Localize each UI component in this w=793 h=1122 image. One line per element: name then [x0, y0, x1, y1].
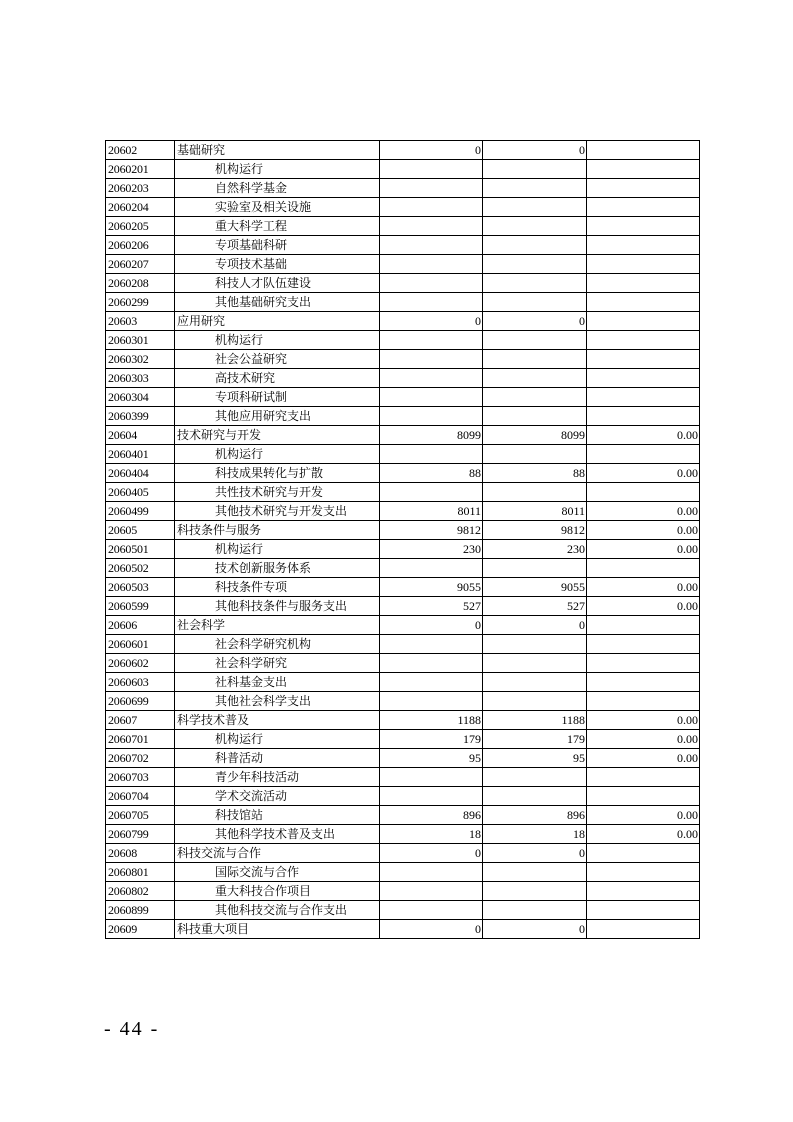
ratio-cell: [587, 920, 700, 939]
account-code-cell: 2060899: [106, 901, 175, 920]
amount-cell: 1188: [483, 711, 587, 730]
account-name-cell: 社会科学: [175, 616, 380, 635]
table-row-category: [106, 844, 700, 863]
amount-cell: [483, 407, 587, 426]
amount-cell: 0: [380, 616, 483, 635]
amount-cell: [380, 388, 483, 407]
table-row-category: [106, 616, 700, 635]
amount-cell: [380, 160, 483, 179]
amount-cell: [380, 882, 483, 901]
account-name-cell: 重大科学工程: [175, 217, 380, 236]
amount-cell: 8099: [380, 426, 483, 445]
account-name-cell: 青少年科技活动: [175, 768, 380, 787]
ratio-cell: [587, 692, 700, 711]
amount-cell: [380, 654, 483, 673]
ratio-cell: [587, 863, 700, 882]
account-code-cell: 20605: [106, 521, 175, 540]
account-name-cell: 其他基础研究支出: [175, 293, 380, 312]
account-code-cell: 2060603: [106, 673, 175, 692]
account-name-cell: 其他社会科学支出: [175, 692, 380, 711]
amount-cell: [380, 863, 483, 882]
account-code-cell: 2060705: [106, 806, 175, 825]
ratio-cell: 0.00: [587, 749, 700, 768]
amount-cell: 0: [483, 312, 587, 331]
budget-table-body: [106, 141, 700, 939]
account-code-cell: 2060802: [106, 882, 175, 901]
amount-cell: 527: [380, 597, 483, 616]
account-code-cell: 20609: [106, 920, 175, 939]
ratio-cell: [587, 673, 700, 692]
ratio-cell: [587, 274, 700, 293]
account-code-cell: 2060404: [106, 464, 175, 483]
account-name-cell: 社会科学研究: [175, 654, 380, 673]
account-code-cell: 2060201: [106, 160, 175, 179]
account-code-cell: 20606: [106, 616, 175, 635]
account-code-cell: 20602: [106, 141, 175, 160]
account-name-cell: 国际交流与合作: [175, 863, 380, 882]
ratio-cell: [587, 407, 700, 426]
ratio-cell: [587, 616, 700, 635]
account-name-cell: 机构运行: [175, 160, 380, 179]
page-number: - 44 -: [104, 1018, 160, 1040]
amount-cell: [380, 274, 483, 293]
table-row-subitem: [106, 825, 700, 844]
amount-cell: [483, 768, 587, 787]
account-code-cell: 2060704: [106, 787, 175, 806]
account-name-cell: 科技条件与服务: [175, 521, 380, 540]
account-name-cell: 科技交流与合作: [175, 844, 380, 863]
table-row-subitem: [106, 369, 700, 388]
account-code-cell: 2060204: [106, 198, 175, 217]
account-name-cell: 社会公益研究: [175, 350, 380, 369]
ratio-cell: 0.00: [587, 521, 700, 540]
table-row-subitem: [106, 464, 700, 483]
amount-cell: 179: [483, 730, 587, 749]
amount-cell: 8011: [483, 502, 587, 521]
table-row-subitem: [106, 597, 700, 616]
table-row-subitem: [106, 236, 700, 255]
account-name-cell: 实验室及相关设施: [175, 198, 380, 217]
account-code-cell: 2060701: [106, 730, 175, 749]
account-code-cell: 2060207: [106, 255, 175, 274]
account-name-cell: 其他技术研究与开发支出: [175, 502, 380, 521]
account-code-cell: 2060205: [106, 217, 175, 236]
account-code-cell: 2060301: [106, 331, 175, 350]
table-row-subitem: [106, 160, 700, 179]
account-code-cell: 2060599: [106, 597, 175, 616]
amount-cell: [380, 179, 483, 198]
ratio-cell: [587, 198, 700, 217]
account-code-cell: 2060206: [106, 236, 175, 255]
amount-cell: [483, 882, 587, 901]
ratio-cell: 0.00: [587, 426, 700, 445]
amount-cell: [380, 369, 483, 388]
table-row-subitem: [106, 293, 700, 312]
ratio-cell: 0.00: [587, 806, 700, 825]
amount-cell: [483, 179, 587, 198]
ratio-cell: [587, 141, 700, 160]
ratio-cell: 0.00: [587, 540, 700, 559]
account-name-cell: 科技成果转化与扩散: [175, 464, 380, 483]
amount-cell: [380, 407, 483, 426]
account-code-cell: 2060601: [106, 635, 175, 654]
account-name-cell: 其他应用研究支出: [175, 407, 380, 426]
account-name-cell: 重大科技合作项目: [175, 882, 380, 901]
amount-cell: 230: [380, 540, 483, 559]
amount-cell: [380, 768, 483, 787]
ratio-cell: [587, 483, 700, 502]
account-name-cell: 共性技术研究与开发: [175, 483, 380, 502]
table-row-subitem: [106, 635, 700, 654]
amount-cell: [380, 198, 483, 217]
account-code-cell: 2060399: [106, 407, 175, 426]
ratio-cell: [587, 236, 700, 255]
account-name-cell: 科技条件专项: [175, 578, 380, 597]
account-code-cell: 2060801: [106, 863, 175, 882]
account-name-cell: 专项科研试制: [175, 388, 380, 407]
amount-cell: [483, 293, 587, 312]
ratio-cell: 0.00: [587, 730, 700, 749]
account-code-cell: 2060799: [106, 825, 175, 844]
account-name-cell: 机构运行: [175, 730, 380, 749]
table-row-subitem: [106, 806, 700, 825]
ratio-cell: [587, 882, 700, 901]
account-name-cell: 其他科技交流与合作支出: [175, 901, 380, 920]
amount-cell: 896: [380, 806, 483, 825]
amount-cell: [380, 483, 483, 502]
amount-cell: 0: [380, 920, 483, 939]
amount-cell: [483, 635, 587, 654]
amount-cell: 8099: [483, 426, 587, 445]
account-name-cell: 社科基金支出: [175, 673, 380, 692]
account-name-cell: 基础研究: [175, 141, 380, 160]
account-code-cell: 20608: [106, 844, 175, 863]
account-name-cell: 应用研究: [175, 312, 380, 331]
table-row-subitem: [106, 540, 700, 559]
ratio-cell: [587, 293, 700, 312]
amount-cell: 0: [380, 141, 483, 160]
amount-cell: [380, 217, 483, 236]
account-name-cell: 技术创新服务体系: [175, 559, 380, 578]
amount-cell: [380, 787, 483, 806]
account-code-cell: 2060602: [106, 654, 175, 673]
amount-cell: 0: [483, 920, 587, 939]
ratio-cell: [587, 445, 700, 464]
table-row-subitem: [106, 863, 700, 882]
table-row-subitem: [106, 274, 700, 293]
ratio-cell: 0.00: [587, 825, 700, 844]
amount-cell: 88: [483, 464, 587, 483]
table-row-subitem: [106, 388, 700, 407]
table-row-subitem: [106, 559, 700, 578]
table-row-subitem: [106, 445, 700, 464]
table-row-subitem: [106, 787, 700, 806]
amount-cell: [483, 673, 587, 692]
table-row-category: [106, 521, 700, 540]
account-code-cell: 20607: [106, 711, 175, 730]
amount-cell: 18: [483, 825, 587, 844]
ratio-cell: [587, 768, 700, 787]
amount-cell: 9055: [380, 578, 483, 597]
table-row-subitem: [106, 217, 700, 236]
account-name-cell: 其他科学技术普及支出: [175, 825, 380, 844]
account-name-cell: 机构运行: [175, 540, 380, 559]
account-name-cell: 机构运行: [175, 331, 380, 350]
amount-cell: [380, 350, 483, 369]
amount-cell: 95: [483, 749, 587, 768]
amount-cell: [483, 787, 587, 806]
amount-cell: [483, 559, 587, 578]
ratio-cell: [587, 654, 700, 673]
table-row-subitem: [106, 654, 700, 673]
amount-cell: [380, 901, 483, 920]
amount-cell: 95: [380, 749, 483, 768]
amount-cell: 0: [380, 844, 483, 863]
amount-cell: [483, 692, 587, 711]
ratio-cell: [587, 635, 700, 654]
amount-cell: 179: [380, 730, 483, 749]
table-row-category: [106, 426, 700, 445]
account-name-cell: 科普活动: [175, 749, 380, 768]
amount-cell: [380, 293, 483, 312]
budget-table-container: [105, 140, 699, 939]
amount-cell: 0: [483, 141, 587, 160]
amount-cell: 9055: [483, 578, 587, 597]
amount-cell: [483, 654, 587, 673]
amount-cell: 0: [483, 616, 587, 635]
ratio-cell: 0.00: [587, 711, 700, 730]
account-code-cell: 2060499: [106, 502, 175, 521]
ratio-cell: [587, 350, 700, 369]
account-name-cell: 其他科技条件与服务支出: [175, 597, 380, 616]
amount-cell: [380, 255, 483, 274]
amount-cell: 9812: [483, 521, 587, 540]
account-code-cell: 2060502: [106, 559, 175, 578]
account-code-cell: 2060303: [106, 369, 175, 388]
amount-cell: [380, 331, 483, 350]
table-row-subitem: [106, 749, 700, 768]
table-row-subitem: [106, 768, 700, 787]
amount-cell: [483, 198, 587, 217]
budget-table: [105, 140, 700, 939]
account-name-cell: 科学技术普及: [175, 711, 380, 730]
amount-cell: [380, 673, 483, 692]
table-row-subitem: [106, 730, 700, 749]
account-code-cell: 2060503: [106, 578, 175, 597]
table-row-category: [106, 141, 700, 160]
amount-cell: [380, 236, 483, 255]
account-name-cell: 科技馆站: [175, 806, 380, 825]
table-row-category: [106, 920, 700, 939]
amount-cell: 1188: [380, 711, 483, 730]
table-row-category: [106, 711, 700, 730]
amount-cell: 896: [483, 806, 587, 825]
account-name-cell: 自然科学基金: [175, 179, 380, 198]
table-row-subitem: [106, 350, 700, 369]
account-name-cell: 社会科学研究机构: [175, 635, 380, 654]
amount-cell: 88: [380, 464, 483, 483]
ratio-cell: [587, 388, 700, 407]
table-row-subitem: [106, 483, 700, 502]
ratio-cell: 0.00: [587, 597, 700, 616]
ratio-cell: 0.00: [587, 578, 700, 597]
account-name-cell: 机构运行: [175, 445, 380, 464]
amount-cell: [483, 483, 587, 502]
amount-cell: [483, 350, 587, 369]
table-row-subitem: [106, 502, 700, 521]
ratio-cell: [587, 369, 700, 388]
amount-cell: [380, 635, 483, 654]
ratio-cell: [587, 312, 700, 331]
ratio-cell: [587, 160, 700, 179]
table-row-subitem: [106, 179, 700, 198]
amount-cell: [483, 217, 587, 236]
table-row-subitem: [106, 578, 700, 597]
account-name-cell: 专项基础科研: [175, 236, 380, 255]
amount-cell: [483, 274, 587, 293]
ratio-cell: 0.00: [587, 502, 700, 521]
amount-cell: [483, 901, 587, 920]
account-name-cell: 学术交流活动: [175, 787, 380, 806]
ratio-cell: [587, 559, 700, 578]
amount-cell: [380, 559, 483, 578]
ratio-cell: [587, 844, 700, 863]
account-code-cell: 20603: [106, 312, 175, 331]
table-row-subitem: [106, 255, 700, 274]
amount-cell: [380, 445, 483, 464]
table-row-subitem: [106, 882, 700, 901]
table-row-subitem: [106, 901, 700, 920]
amount-cell: [483, 160, 587, 179]
account-code-cell: 2060702: [106, 749, 175, 768]
ratio-cell: [587, 331, 700, 350]
account-code-cell: 2060501: [106, 540, 175, 559]
table-row-subitem: [106, 331, 700, 350]
ratio-cell: [587, 179, 700, 198]
amount-cell: [380, 692, 483, 711]
ratio-cell: [587, 255, 700, 274]
account-code-cell: 2060703: [106, 768, 175, 787]
ratio-cell: [587, 787, 700, 806]
account-code-cell: 2060299: [106, 293, 175, 312]
amount-cell: 9812: [380, 521, 483, 540]
account-name-cell: 科技人才队伍建设: [175, 274, 380, 293]
table-row-subitem: [106, 692, 700, 711]
account-name-cell: 专项技术基础: [175, 255, 380, 274]
account-code-cell: 2060304: [106, 388, 175, 407]
table-row-subitem: [106, 198, 700, 217]
amount-cell: [483, 445, 587, 464]
account-code-cell: 2060208: [106, 274, 175, 293]
account-code-cell: 2060203: [106, 179, 175, 198]
amount-cell: 18: [380, 825, 483, 844]
amount-cell: [483, 863, 587, 882]
amount-cell: [483, 388, 587, 407]
account-code-cell: 2060699: [106, 692, 175, 711]
account-name-cell: 科技重大项目: [175, 920, 380, 939]
amount-cell: 230: [483, 540, 587, 559]
table-row-subitem: [106, 407, 700, 426]
amount-cell: 8011: [380, 502, 483, 521]
amount-cell: [483, 369, 587, 388]
ratio-cell: [587, 901, 700, 920]
amount-cell: [483, 255, 587, 274]
account-code-cell: 2060302: [106, 350, 175, 369]
table-row-category: [106, 312, 700, 331]
ratio-cell: [587, 217, 700, 236]
account-name-cell: 高技术研究: [175, 369, 380, 388]
account-code-cell: 2060401: [106, 445, 175, 464]
account-code-cell: 2060405: [106, 483, 175, 502]
amount-cell: 527: [483, 597, 587, 616]
amount-cell: [483, 236, 587, 255]
amount-cell: 0: [380, 312, 483, 331]
account-name-cell: 技术研究与开发: [175, 426, 380, 445]
table-row-subitem: [106, 673, 700, 692]
account-code-cell: 20604: [106, 426, 175, 445]
ratio-cell: 0.00: [587, 464, 700, 483]
amount-cell: [483, 331, 587, 350]
amount-cell: 0: [483, 844, 587, 863]
